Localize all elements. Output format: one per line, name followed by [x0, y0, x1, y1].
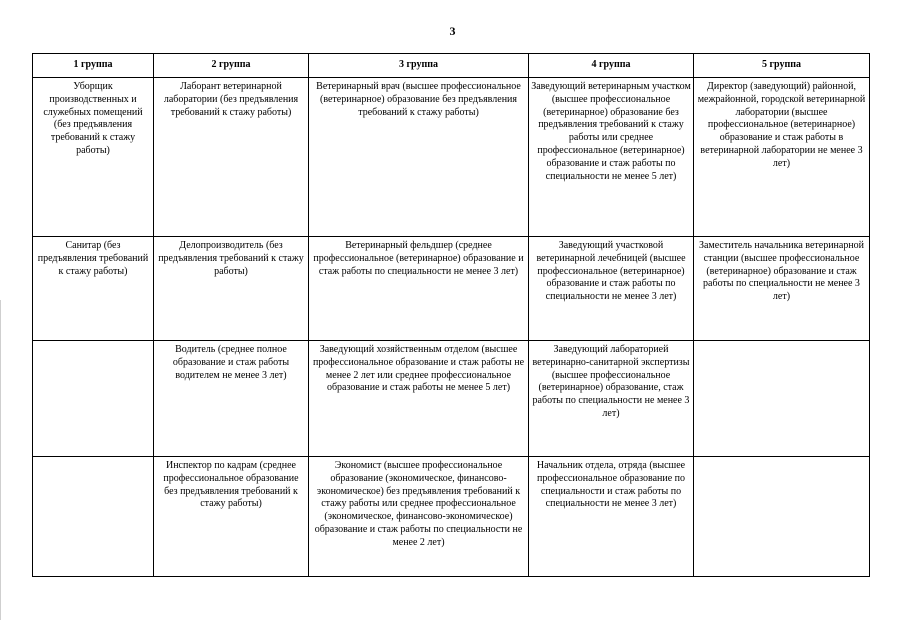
- table-cell: Инспектор по кадрам (среднее профессиональное образование без предъявления требований к стажу работы): [154, 457, 309, 577]
- header-group-3: 3 группа: [309, 54, 529, 78]
- table-row: [33, 457, 870, 577]
- table-cell: [694, 341, 870, 457]
- table-cell: Ветеринарный врач (высшее профессиональное (ветеринарное) образование без предъявления требований к стажу работы): [309, 78, 529, 237]
- table-cell: Санитар (без предъявления требований к стажу работы): [33, 237, 154, 341]
- table-cell: Ветеринарный фельдшер (среднее профессиональное (ветеринарное) образование и стаж работы по специальности не менее 3 лет): [309, 237, 529, 341]
- staff-groups-table: [32, 53, 870, 577]
- table-cell: Заведующий участковой ветеринарной лечебницей (высшее профессиональное (ветеринарное) образование и стаж работы по специальности не менее 3 лет): [529, 237, 694, 341]
- table-cell: Заместитель начальника ветеринарной станции (высшее профессиональное (ветеринарное) образование и стаж работы по специальности не менее 3 лет): [694, 237, 870, 341]
- table-cell: Уборщик производственных и служебных помещений (без предъявления требований к стажу работы): [33, 78, 154, 237]
- header-group-4: 4 группа: [529, 54, 694, 78]
- table-cell: Заведующий лабораторией ветеринарно-санитарной экспертизы (высшее профессиональное (ветеринарное) образование, стаж работы по специальности не менее 3 лет): [529, 341, 694, 457]
- table-cell: Экономист (высшее профессиональное образование (экономическое, финансово-экономическое) без предъявления требований к стажу работы или среднее профессиональное (экономическое, финансово-экономическое) образование и стаж работы по специальности не менее 2 лет): [309, 457, 529, 577]
- table-cell: Начальник отдела, отряда (высшее профессиональное образование по специальности и стаж работы по специальности не менее 3 лет): [529, 457, 694, 577]
- table-cell: Заведующий ветеринарным участком (высшее профессиональное (ветеринарное) образование без предъявления требований к стажу работы или среднее профессиональное (ветеринарное) образование и стаж работы по специальности не менее 5 лет): [529, 78, 694, 237]
- table-cell: [33, 341, 154, 457]
- header-row: [33, 54, 870, 78]
- scan-margin-line: [0, 300, 1, 620]
- page-number: 3: [449, 24, 456, 38]
- table-cell: Водитель (среднее полное образование и стаж работы водителем не менее 3 лет): [154, 341, 309, 457]
- header-group-1: 1 группа: [33, 54, 154, 78]
- table-cell: Директор (заведующий) районной, межрайонной, городской ветеринарной лаборатории (высшее профессиональное (ветеринарное) образование и стаж работы в ветеринарной лаборатории не менее 3 лет): [694, 78, 870, 237]
- table-cell: Делопроизводитель (без предъявления требований к стажу работы): [154, 237, 309, 341]
- table-cell: [694, 457, 870, 577]
- header-group-2: 2 группа: [154, 54, 309, 78]
- table-row: [33, 78, 870, 237]
- table-row: [33, 237, 870, 341]
- table-row: [33, 341, 870, 457]
- table-cell: [33, 457, 154, 577]
- table-cell: Лаборант ветеринарной лаборатории (без предъявления требований к стажу работы): [154, 78, 309, 237]
- table-cell: Заведующий хозяйственным отделом (высшее профессиональное образование и стаж работы не менее 2 лет или среднее профессиональное образование и стаж работы не менее 5 лет): [309, 341, 529, 457]
- header-group-5: 5 группа: [694, 54, 870, 78]
